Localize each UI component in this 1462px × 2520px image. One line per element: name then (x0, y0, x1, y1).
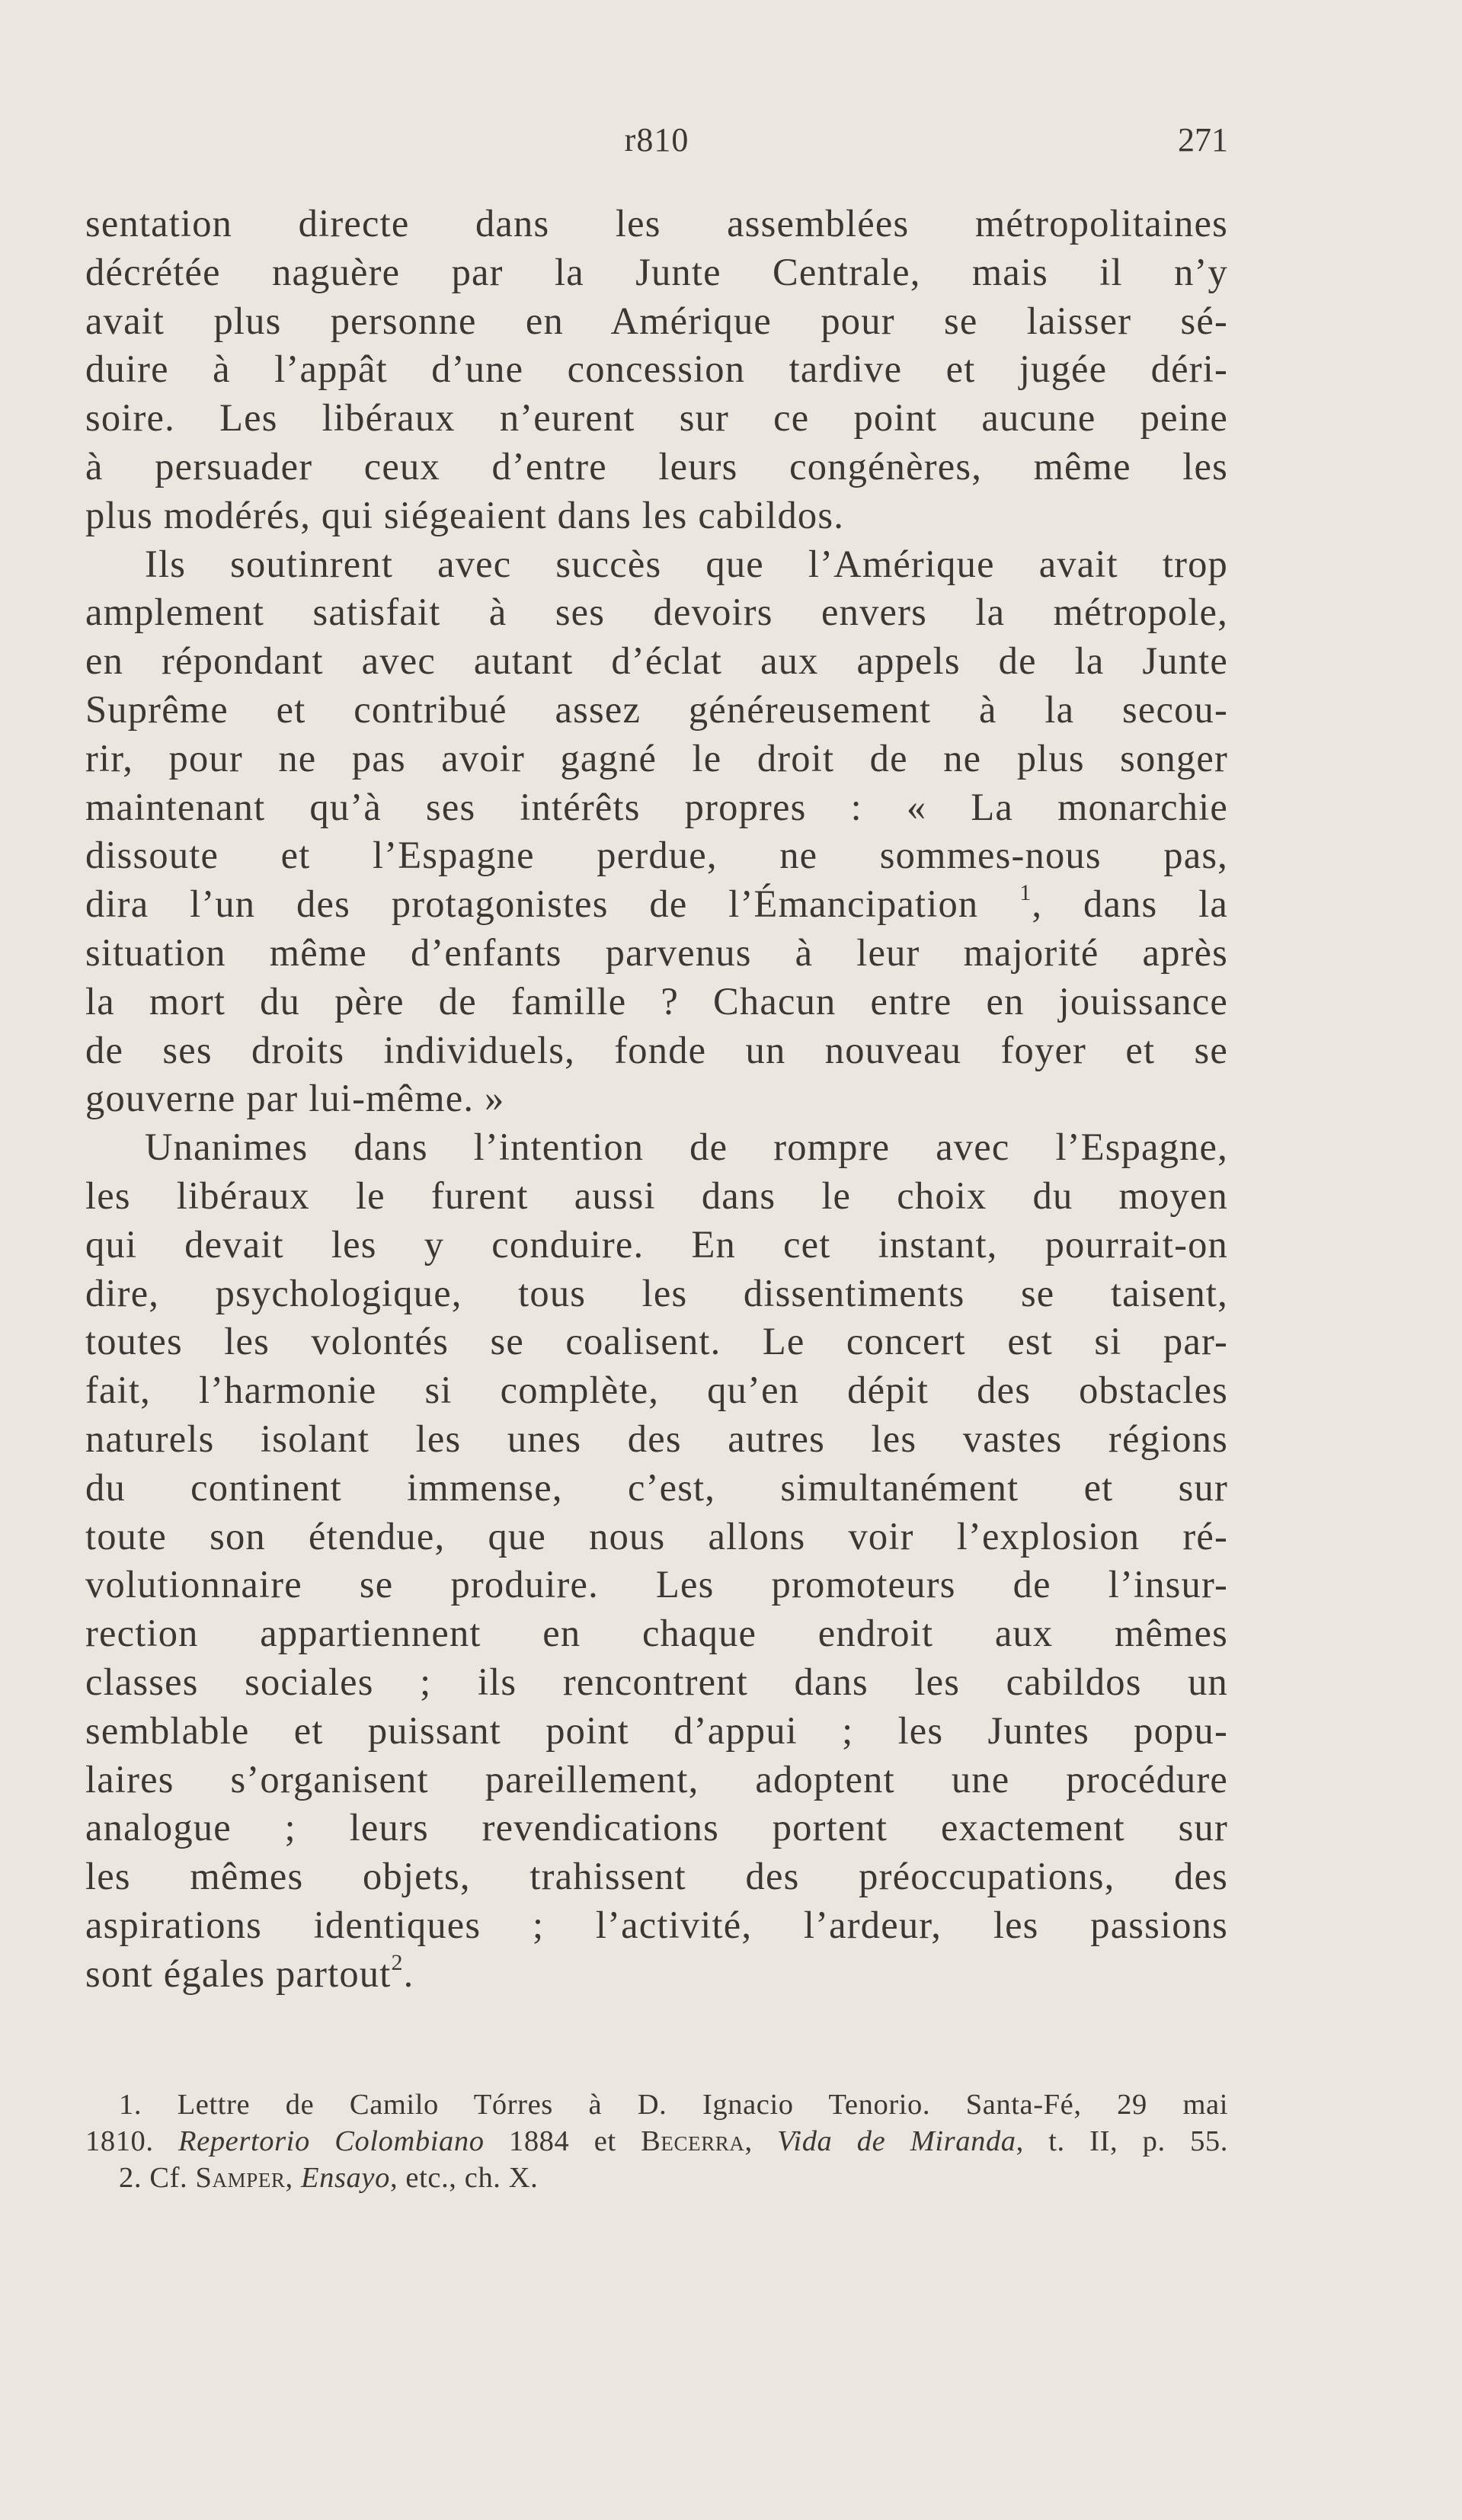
footnotes (85, 2086, 1228, 2196)
footnote-text: , t. II, p. 55. (1016, 2125, 1228, 2157)
paragraph-start-line: Unanimes dans l’intention de rompre avec l’Espagne, (145, 1126, 1228, 1169)
text-line: dissoute et l’Espagne perdue, ne sommes-nous pas, (85, 834, 1228, 877)
text-line: les libéraux le furent aussi dans le choix du moyen (85, 1174, 1228, 1217)
footnote-text: Cf. (149, 2162, 188, 2194)
text-line: toute son étendue, que nous allons voir l’explosion ré- (85, 1514, 1228, 1558)
text-line-with-footnote (85, 880, 1228, 929)
text-line: sentation directe dans les assemblées métropolitaines (85, 202, 1228, 245)
footnote-author: Becerra (641, 2125, 745, 2157)
page-header (85, 120, 1228, 166)
text-segment: , dans la (1032, 882, 1229, 926)
text-line: toutes les volontés se coalisent. Le concert est si par- (85, 1320, 1228, 1363)
text-line: avait plus personne en Amérique pour se laisser sé- (85, 299, 1228, 342)
text-line: rection appartiennent en chaque endroit aux mêmes (85, 1612, 1228, 1655)
footnote-text: , (285, 2162, 293, 2194)
text-line: décrétée naguère par la Junte Centrale, mais il n’y (85, 250, 1228, 293)
page-number: 271 (1178, 121, 1228, 159)
text-line: amplement satisfait à ses devoirs envers la métropole, (85, 591, 1228, 634)
body-text (85, 200, 1228, 1998)
footnote-ref-2: 2 (391, 1949, 404, 1975)
footnote-text: 1884 et (508, 2125, 616, 2157)
text-line: à persuader ceux d’entre leurs congénères, même les (85, 444, 1228, 488)
footnote-number: 2. (119, 2162, 142, 2194)
footnote-ref-1: 1 (1019, 880, 1032, 906)
text-line: fait, l’harmonie si complète, qu’en dépit des obstacles (85, 1369, 1228, 1412)
text-line: aspirations identiques ; l’activité, l’ardeur, les passions (85, 1903, 1228, 1946)
text-line: Suprême et contribué assez généreusement à la secou- (85, 687, 1228, 731)
footnote-author: Samper (195, 2162, 286, 2194)
text-segment: sont égales partout (85, 1952, 392, 1995)
text-line: maintenant qu’à ses intérêts propres : « La monarchie (85, 785, 1228, 828)
footnote-work-title: Vida de Miranda (777, 2125, 1016, 2157)
footnote-1-cont (85, 2123, 1228, 2160)
text-line: rir, pour ne pas avoir gagné le droit de ne plus songer (85, 736, 1228, 780)
text-line: de ses droits individuels, fonde un nouveau foyer et se (85, 1028, 1228, 1071)
footnote-number: 1. (119, 2089, 142, 2121)
text-line: gouverne par lui-même. » (85, 1077, 505, 1120)
footnote-2 (85, 2160, 1228, 2196)
text-line: la mort du père de famille ? Chacun entre en jouissance (85, 979, 1228, 1023)
text-line: analogue ; leurs revendications portent exactement sur (85, 1806, 1228, 1849)
text-segment: . (403, 1952, 414, 1995)
footnote-text: 1810. (85, 2125, 154, 2157)
text-line: naturels isolant les unes des autres les vastes régions (85, 1417, 1228, 1460)
text-line: duire à l’appât d’une concession tardive et jugée déri- (85, 347, 1228, 391)
paragraph-start-line: Ils soutinrent avec succès que l’Amérique avait trop (145, 542, 1228, 585)
text-line-with-footnote (85, 1950, 1228, 1999)
text-line: laires s’organisent pareillement, adoptent une procédure (85, 1757, 1228, 1801)
text-line: soire. Les libéraux n’eurent sur ce point aucune peine (85, 396, 1228, 440)
running-head: r810 (624, 121, 689, 159)
text-line: en répondant avec autant d’éclat aux appels de la Junte (85, 639, 1228, 683)
text-segment: dira l’un des protagonistes de l’Émancipation (85, 882, 979, 926)
text-line: plus modérés, qui siégeaient dans les cabildos. (85, 493, 845, 536)
footnote-work-title: Repertorio Colombiano (178, 2125, 485, 2157)
text-line: situation même d’enfants parvenus à leur majorité après (85, 930, 1228, 974)
footnote-text: , etc., ch. X. (389, 2162, 539, 2194)
footnote-1 (85, 2086, 1228, 2123)
text-line: dire, psychologique, tous les dissentiments se taisent, (85, 1271, 1228, 1314)
text-line: classes sociales ; ils rencontrent dans les cabildos un (85, 1660, 1228, 1703)
text-line: les mêmes objets, trahissent des préoccupations, des (85, 1855, 1228, 1898)
footnote-text: , (744, 2125, 753, 2157)
footnote-text: Lettre de Camilo Tórres à D. Ignacio Tenorio. Santa-Fé, 29 mai (177, 2089, 1229, 2121)
text-line: volutionnaire se produire. Les promoteurs de l’insur- (85, 1563, 1228, 1606)
text-line: semblable et puissant point d’appui ; les Juntes popu- (85, 1708, 1228, 1752)
text-line: qui devait les y conduire. En cet instant, pourrait-on (85, 1222, 1228, 1266)
text-line: du continent immense, c’est, simultanément et sur (85, 1465, 1228, 1509)
footnote-work-title: Ensayo (301, 2162, 390, 2194)
